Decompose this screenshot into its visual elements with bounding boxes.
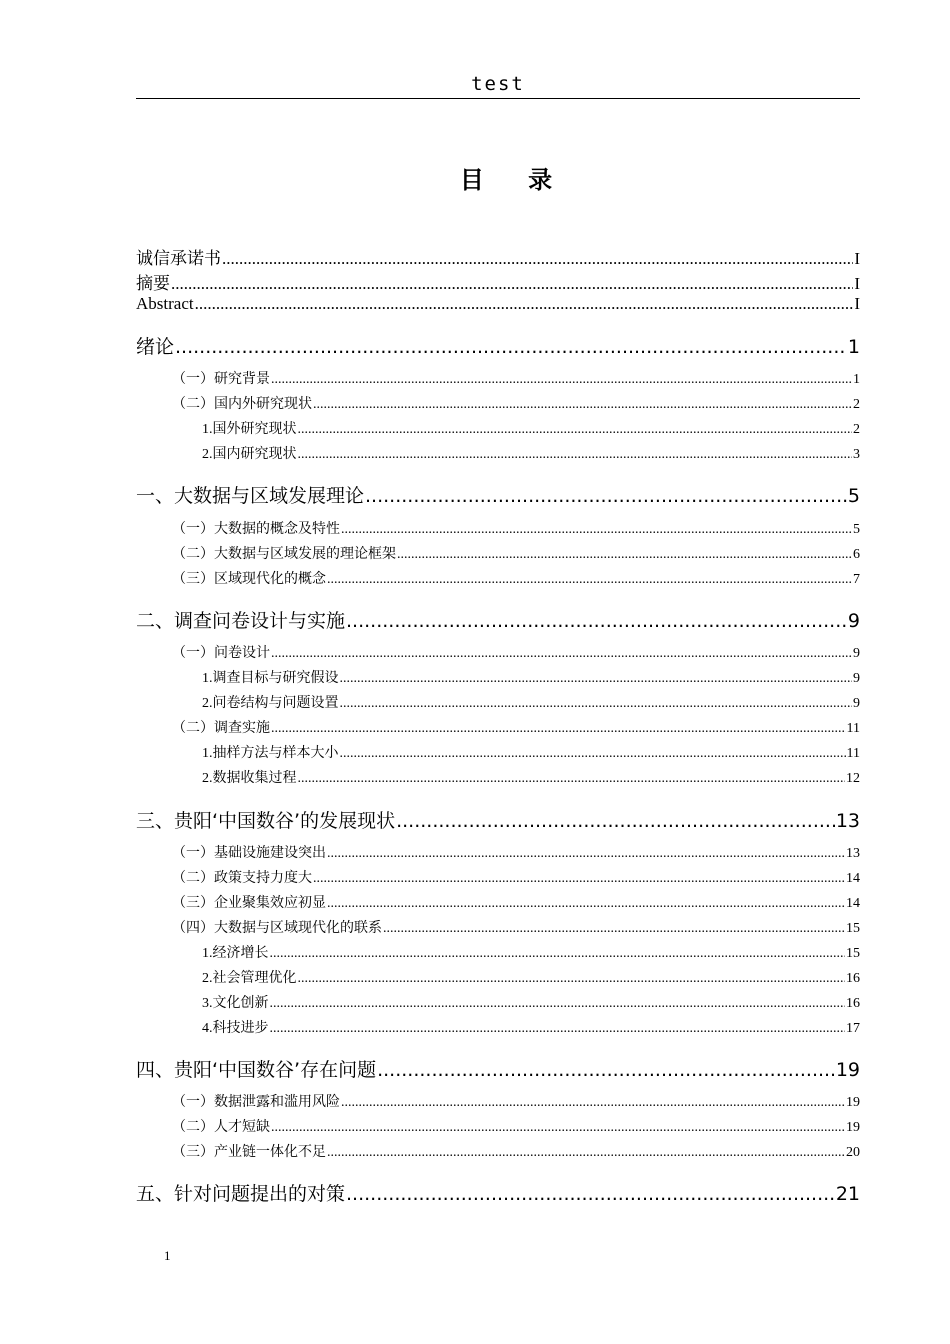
toc-entry-label: 3.文化创新 [202,996,269,1011]
toc-entry-page: 13 [846,846,860,861]
toc-leader-dots [271,646,852,662]
toc-entry[interactable] [172,518,860,538]
toc-leader-dots [271,1120,845,1136]
toc-entry[interactable] [202,418,860,438]
toc-leader-dots [397,547,852,563]
toc-entry-label: 1.国外研究现状 [202,422,297,437]
toc-leader-dots [298,422,853,438]
toc-leader-dots [313,397,852,413]
toc-entry-page: 9 [853,646,860,661]
toc-leader-dots [340,671,853,687]
toc-entry-page: 6 [853,547,860,562]
toc-leader-dots [298,971,846,987]
toc-entry-page: 5 [847,485,860,507]
toc-entry-label: 4.科技进步 [202,1021,269,1036]
toc-entry-page: 5 [853,522,860,537]
toc-entry-page: 2 [853,397,860,412]
toc-entry-label: 二、调查问卷设计与实施 [136,610,346,632]
toc-entry-page: 7 [853,572,860,587]
toc-entry-page: 19 [846,1095,860,1110]
toc-leader-dots [346,610,847,632]
toc-entry-label: 绪论 [136,336,175,358]
toc-entry-page: 20 [846,1145,860,1160]
toc-entry[interactable] [172,842,860,862]
toc-entry[interactable] [172,393,860,413]
toc-entry[interactable] [136,806,860,832]
toc-leader-dots [175,336,847,358]
toc-entry[interactable] [172,717,860,737]
toc-entry[interactable] [136,244,860,266]
toc-entry-label: （一）问卷设计 [172,646,270,661]
toc-entry-label: Abstract [136,294,194,313]
toc-leader-dots [383,921,845,937]
toc-leader-dots [271,372,852,388]
toc-entry-page: 13 [835,810,860,832]
toc-entry-page: 21 [835,1183,860,1205]
toc-entry-label: （三）企业聚集效应初显 [172,896,326,911]
toc-entry[interactable] [136,332,860,358]
toc-entry-label: （一）研究背景 [172,372,270,387]
toc-entry[interactable] [136,294,860,316]
toc-entry-label: （四）大数据与区域现代化的联系 [172,921,382,936]
toc-leader-dots [270,996,846,1012]
toc-leader-dots [327,846,845,862]
toc-entry-label: 摘要 [136,274,170,291]
toc-leader-dots [298,447,853,463]
toc-entry[interactable] [202,967,860,987]
toc-entry-label: 一、大数据与区域发展理论 [136,485,365,507]
toc-entry[interactable] [136,481,860,507]
toc-leader-dots [270,946,846,962]
toc-entry[interactable] [202,1017,860,1037]
toc-entry-label: 2.数据收集过程 [202,771,297,786]
toc-leader-dots [341,522,852,538]
toc-entry-page: I [854,249,860,266]
toc-entry[interactable] [172,368,860,388]
toc-entry-label: （三）产业链一体化不足 [172,1145,326,1160]
toc-entry-label: （二）国内外研究现状 [172,397,312,412]
toc-entry[interactable] [172,1116,860,1136]
toc-entry[interactable] [172,1141,860,1161]
toc-entry-label: 四、贵阳‘中国数谷’存在问题 [136,1059,377,1081]
toc-entry[interactable] [172,568,860,588]
toc-leader-dots [271,721,846,737]
toc-entry-label: 2.社会管理优化 [202,971,297,986]
toc-entry[interactable] [136,269,860,291]
toc-leader-dots [396,810,835,832]
toc-entry[interactable] [202,692,860,712]
toc-leader-dots [313,871,845,887]
toc-entry-label: （二）人才短缺 [172,1120,270,1135]
toc-entry[interactable] [136,1179,860,1205]
toc-entry-page: I [854,294,860,313]
toc-entry[interactable] [136,1055,860,1081]
toc-leader-dots [327,896,845,912]
toc-entry-label: 三、贵阳‘中国数谷’的发展现状 [136,810,396,832]
toc-entry[interactable] [202,992,860,1012]
toc-entry[interactable] [136,606,860,632]
toc-entry-page: 1 [847,336,860,358]
toc-entry[interactable] [202,942,860,962]
toc-leader-dots [340,696,853,712]
toc-entry-label: 1.调查目标与研究假设 [202,671,339,686]
toc-entry[interactable] [172,642,860,662]
page-title: 目 录 [459,166,571,194]
toc-entry-label: （二）大数据与区域发展的理论框架 [172,547,396,562]
toc-entry-label: （三）区域现代化的概念 [172,572,326,587]
toc-entry-page: 14 [846,896,860,911]
toc-entry-label: （二）政策支持力度大 [172,871,312,886]
toc-entry-label: 2.国内研究现状 [202,447,297,462]
toc-entry-label: （一）数据泄露和滥用风险 [172,1095,340,1110]
toc-entry-page: I [854,274,860,291]
toc-entry-page: 9 [853,671,860,686]
toc-entry-page: 11 [846,721,860,736]
toc-entry[interactable] [172,917,860,937]
toc-entry[interactable] [202,742,860,762]
toc-entry[interactable] [202,443,860,463]
page-number: 1 [164,1248,171,1263]
toc-entry-page: 19 [835,1059,860,1081]
toc-leader-dots [327,1145,845,1161]
toc-leader-dots [171,274,853,291]
toc-entry-page: 19 [846,1120,860,1135]
toc-leader-dots [327,572,852,588]
page-header [136,72,860,99]
toc-entry[interactable] [172,543,860,563]
toc-entry-label: 五、针对问题提出的对策 [136,1183,346,1205]
toc-leader-dots [377,1059,835,1081]
toc-entry[interactable] [202,667,860,687]
toc-entry-page: 3 [853,447,860,462]
toc-leader-dots [365,485,847,507]
toc-entry[interactable] [172,892,860,912]
toc-entry-label: （一）基础设施建设突出 [172,846,326,861]
toc-entry-label: 1.经济增长 [202,946,269,961]
toc-entry-page: 9 [847,610,860,632]
toc-leader-dots [222,249,853,266]
toc-entry-page: 9 [853,696,860,711]
toc-entry[interactable] [172,1091,860,1111]
toc-entry-page: 1 [853,372,860,387]
toc-leader-dots [270,1021,846,1037]
toc-leader-dots [346,1183,835,1205]
toc-entry-page: 15 [846,921,860,936]
toc-leader-dots [298,771,846,787]
toc-entry-page: 17 [846,1021,860,1036]
toc-entry-page: 12 [846,771,860,786]
toc-entry-label: 1.抽样方法与样本大小 [202,746,339,761]
toc-entry-page: 16 [846,971,860,986]
toc-entry-page: 11 [846,746,860,761]
toc-leader-dots [195,294,854,314]
toc-entry-label: （一）大数据的概念及特性 [172,522,340,537]
toc-entry[interactable] [202,767,860,787]
header-text: test [471,73,525,95]
toc-entry-page: 2 [853,422,860,437]
toc-entry[interactable] [172,867,860,887]
toc-leader-dots [340,746,846,762]
toc-entry-page: 15 [846,946,860,961]
toc-entry-page: 16 [846,996,860,1011]
toc-entry-label: 诚信承诺书 [136,249,221,266]
toc-leader-dots [341,1095,845,1111]
toc-entry-label: （二）调查实施 [172,721,270,736]
toc-entry-page: 14 [846,871,860,886]
toc-entry-label: 2.问卷结构与问题设置 [202,696,339,711]
